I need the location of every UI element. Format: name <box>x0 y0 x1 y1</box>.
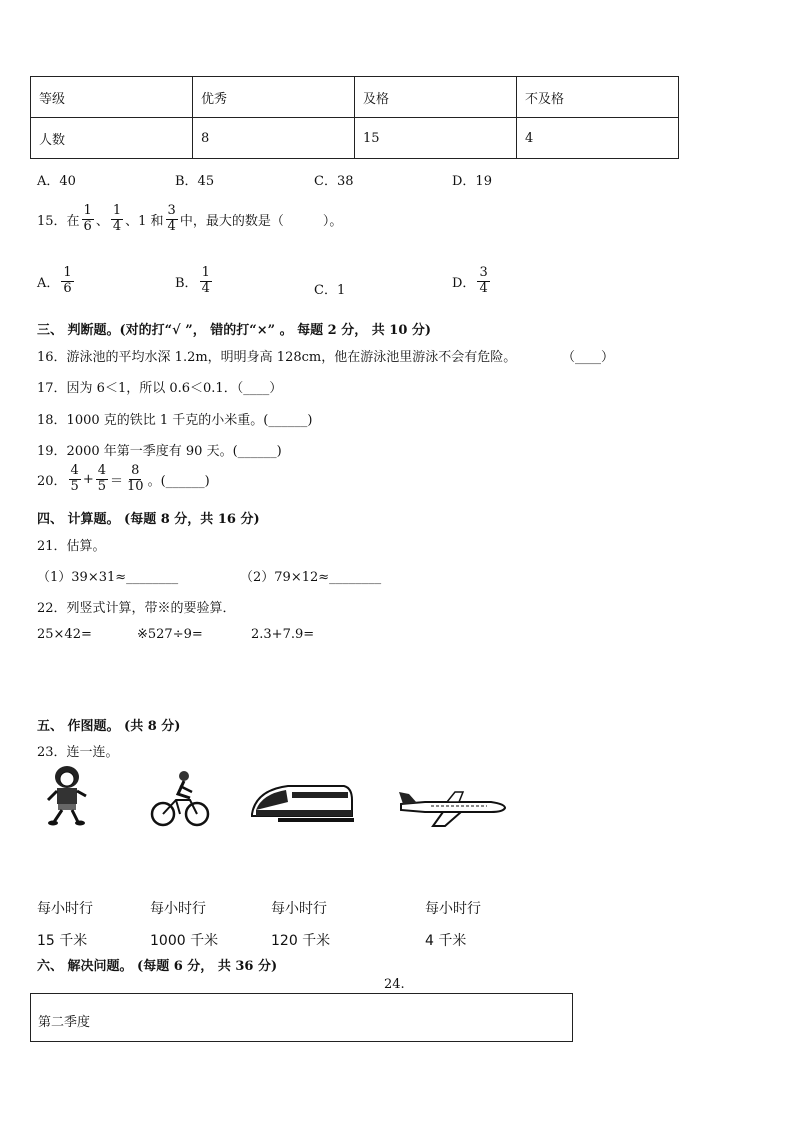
q15-option-a[interactable] <box>37 266 76 297</box>
option-label: A． <box>37 275 60 291</box>
fraction-denominator: 6 <box>83 218 92 234</box>
section-4-heading: 四、 计算题。 (每题 8 分，共 16 分) <box>37 512 260 527</box>
table-cell: 15 <box>355 118 517 159</box>
fraction <box>111 204 123 235</box>
fraction-denominator: 6 <box>63 280 72 296</box>
plus-sign: + <box>82 471 94 487</box>
fraction <box>200 266 212 297</box>
fraction-denominator: 5 <box>97 478 107 494</box>
speed-label-1[interactable]: 每小时行 <box>37 901 93 917</box>
question-21: 21．估算。 <box>37 539 106 554</box>
grade-table <box>30 76 679 159</box>
table-cell: 等级 <box>31 77 193 118</box>
question-16: 16．游泳池的平均水深 1.2m，明明身高 128cm，他在游泳池里游泳不会有危险。 <box>37 350 517 365</box>
speed-value-2: 1000 千米 <box>150 933 219 949</box>
q15-mid: 、1 和 <box>125 213 164 229</box>
question-19: 19．2000 年第一季度有 90 天。(______) <box>37 444 282 459</box>
fraction <box>125 464 146 495</box>
fraction-numerator: 8 <box>131 463 140 478</box>
question-22: 22．列竖式计算，带※的要验算． <box>37 601 236 616</box>
question-24-number: 24. <box>384 977 405 992</box>
q14-option-d[interactable]: D．19 <box>452 174 492 189</box>
q15-option-c[interactable]: C．1 <box>314 283 346 298</box>
fraction <box>96 464 108 495</box>
question-24-box-text: 第二季度 <box>38 1015 91 1030</box>
fraction <box>166 204 178 235</box>
equals-sign: ＝ <box>110 473 124 489</box>
fraction-numerator: 4 <box>97 463 107 478</box>
table-row <box>31 77 679 118</box>
q14-option-b[interactable]: B．45 <box>175 174 215 189</box>
table-cell: 4 <box>517 118 679 159</box>
section-6-heading: 六、 解决问题。 (每题 6 分， 共 36 分) <box>37 959 278 974</box>
question-22-a[interactable]: 25×42= <box>37 627 92 642</box>
question-23: 23．连一连。 <box>37 745 119 760</box>
table-cell: 及格 <box>355 77 517 118</box>
fraction-numerator: 1 <box>83 203 92 218</box>
q15-stem <box>37 204 342 235</box>
fraction-numerator: 1 <box>112 203 122 218</box>
fraction-denominator: 5 <box>70 478 79 494</box>
section-3-heading: 三、 判断题。(对的打“√ ”， 错的打“×” 。 每题 2 分， 共 10 分) <box>37 323 432 338</box>
speed-label-3[interactable]: 每小时行 <box>271 901 327 917</box>
speed-label-4[interactable]: 每小时行 <box>425 901 481 917</box>
speed-value-4: 4 千米 <box>425 933 467 949</box>
fraction-denominator: 4 <box>112 218 122 234</box>
fraction-numerator: 4 <box>70 463 79 478</box>
option-label: B． <box>175 275 198 291</box>
speed-label-2[interactable]: 每小时行 <box>150 901 206 917</box>
train-picture[interactable] <box>248 780 358 828</box>
cyclist-picture[interactable] <box>150 768 210 830</box>
fraction-denominator: 4 <box>167 218 176 234</box>
question-22-b[interactable]: ※527÷9= <box>137 627 203 642</box>
question-21-part-1[interactable]: （1）39×31≈________ <box>37 570 179 585</box>
q15-prefix: 15．在 <box>37 213 80 229</box>
option-label: D． <box>452 275 476 291</box>
fraction-numerator: 1 <box>63 265 72 280</box>
question-17: 17．因为 6＜1，所以 0.6＜0.1．（____） <box>37 381 283 396</box>
question-20 <box>37 464 210 495</box>
fraction <box>69 464 81 495</box>
fraction-numerator: 3 <box>167 203 176 218</box>
fraction-denominator: 4 <box>479 280 488 296</box>
question-24-box <box>30 993 573 1042</box>
fraction <box>82 204 94 235</box>
question-18: 18．1000 克的铁比 1 千克的小米重。(______) <box>37 413 313 428</box>
question-21-part-2[interactable]: （2）79×12≈________ <box>240 570 382 585</box>
question-label: 20． <box>37 473 67 489</box>
table-row <box>31 118 679 159</box>
fraction-numerator: 1 <box>201 265 210 280</box>
fraction-denominator: 10 <box>127 478 144 494</box>
airplane-picture[interactable] <box>395 784 507 828</box>
table-cell: 人数 <box>31 118 193 159</box>
speed-value-3: 120 千米 <box>271 933 331 949</box>
q15-option-b[interactable] <box>175 266 214 297</box>
q15-suffix: 中，最大的数是（ ）。 <box>179 213 343 229</box>
table-cell: 优秀 <box>193 77 355 118</box>
table-cell: 8 <box>193 118 355 159</box>
q15-separator: 、 <box>95 213 109 229</box>
section-5-heading: 五、 作图题。 (共 8 分) <box>37 719 181 734</box>
fraction-denominator: 4 <box>201 280 210 296</box>
q15-option-d[interactable] <box>452 266 492 297</box>
fraction <box>61 266 73 297</box>
answer-blank-20[interactable]: 。(______) <box>147 473 210 489</box>
fraction <box>477 266 489 297</box>
question-22-c[interactable]: 2.3+7.9= <box>251 627 315 642</box>
table-cell: 不及格 <box>517 77 679 118</box>
q14-option-a[interactable]: A．40 <box>37 174 76 189</box>
speed-value-1: 15 千米 <box>37 933 88 949</box>
q14-option-c[interactable]: C．38 <box>314 174 354 189</box>
fraction-numerator: 3 <box>479 265 488 280</box>
answer-blank-16[interactable]: （____） <box>562 350 615 365</box>
walking-kid-picture[interactable] <box>44 764 90 826</box>
